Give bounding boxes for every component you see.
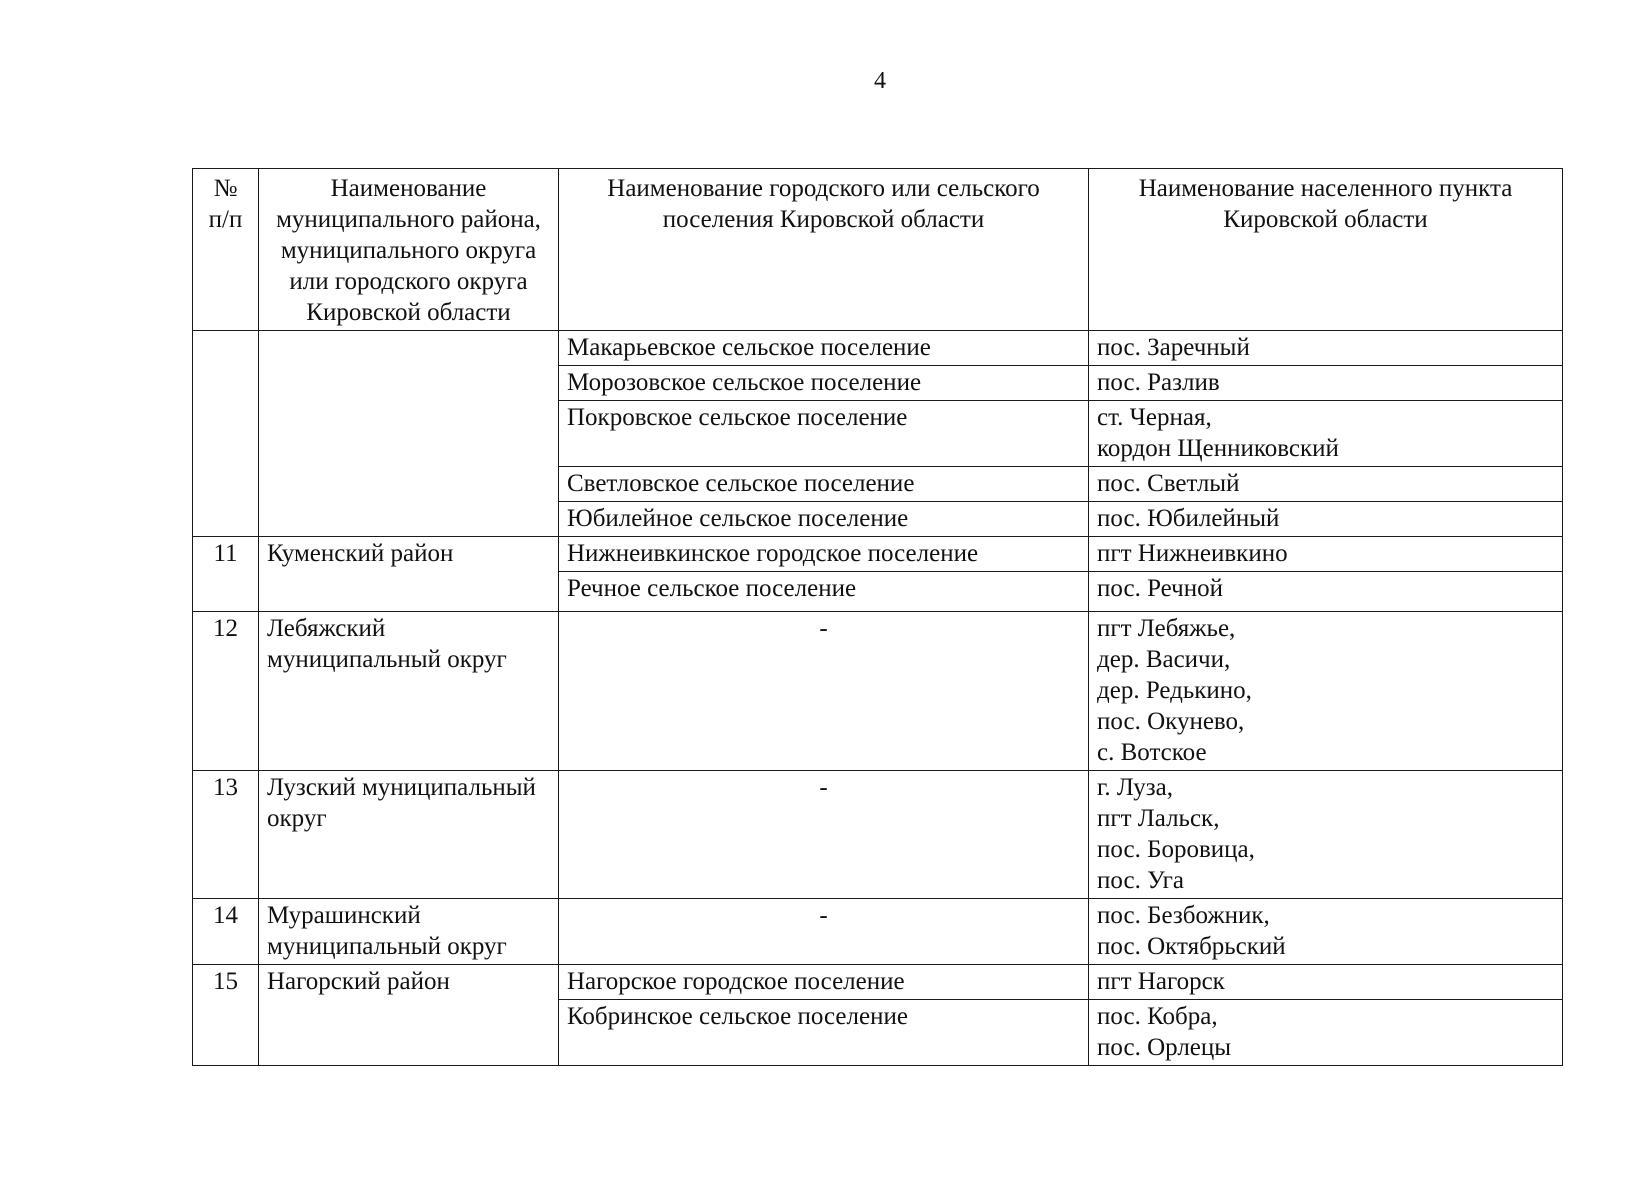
row-num: 11 bbox=[193, 537, 259, 612]
row-locality bbox=[1089, 965, 1563, 1000]
row-locality bbox=[1089, 771, 1563, 899]
row-locality bbox=[1089, 331, 1563, 366]
locality-line: пос. Кобра, bbox=[1097, 1003, 1218, 1030]
row-locality bbox=[1089, 572, 1563, 612]
locality-line: пос. Речной bbox=[1097, 575, 1223, 602]
row-district: Лебяжский муниципальный округ bbox=[259, 612, 559, 771]
row-district: Лузский муниципальный округ bbox=[259, 771, 559, 899]
row-district: Куменский район bbox=[259, 537, 559, 612]
locality-line: кордон Щенниковский bbox=[1097, 435, 1339, 462]
header-locality: Наименование населенного пункта Кировской области bbox=[1089, 169, 1563, 331]
row-locality bbox=[1089, 899, 1563, 965]
locality-line: пос. Уга bbox=[1097, 867, 1184, 894]
table-row bbox=[193, 771, 1563, 899]
row-district: Мурашинский муниципальный округ bbox=[259, 899, 559, 965]
row-num: 13 bbox=[193, 771, 259, 899]
settlements-table bbox=[192, 168, 1563, 1066]
row-settlement: Макарьевское сельское поселение bbox=[559, 331, 1089, 366]
locality-line: дер. Васичи, bbox=[1097, 646, 1231, 673]
header-district: Наименование муниципального района, муниципального округа или городского округа Кировской области bbox=[259, 169, 559, 331]
locality-line: пос. Орлецы bbox=[1097, 1034, 1232, 1061]
table-row bbox=[193, 899, 1563, 965]
row-settlement: Кобринское сельское поселение bbox=[559, 1000, 1089, 1066]
row-settlement: Речное сельское поселение bbox=[559, 572, 1089, 612]
row-settlement: - bbox=[559, 771, 1089, 899]
locality-line: г. Луза, bbox=[1097, 774, 1173, 801]
locality-line: пос. Юбилейный bbox=[1097, 505, 1280, 532]
row-num: 15 bbox=[193, 965, 259, 1066]
locality-line: пгт Лебяжье, bbox=[1097, 615, 1236, 642]
row-locality bbox=[1089, 366, 1563, 401]
row-num: 14 bbox=[193, 899, 259, 965]
locality-line: пос. Разлив bbox=[1097, 369, 1220, 396]
row-settlement: - bbox=[559, 612, 1089, 771]
row-locality bbox=[1089, 537, 1563, 572]
row-settlement: Нагорское городское поселение bbox=[559, 965, 1089, 1000]
locality-line: пос. Заречный bbox=[1097, 334, 1250, 361]
header-num: № п/п bbox=[193, 169, 259, 331]
row-settlement: Светловское сельское поселение bbox=[559, 467, 1089, 502]
row-district: Нагорский район bbox=[259, 965, 559, 1066]
locality-line: пос. Боровица, bbox=[1097, 836, 1255, 863]
header-settlement: Наименование городского или сельского поселения Кировской области bbox=[559, 169, 1089, 331]
locality-line: дер. Редькино, bbox=[1097, 677, 1252, 704]
row-locality bbox=[1089, 612, 1563, 771]
table-header-row bbox=[193, 169, 1563, 331]
locality-line: пос. Светлый bbox=[1097, 470, 1240, 497]
row-locality bbox=[1089, 1000, 1563, 1066]
row-locality bbox=[1089, 502, 1563, 537]
locality-line: с. Вотское bbox=[1097, 739, 1207, 766]
row-district bbox=[259, 331, 559, 537]
locality-line: пос. Безбожник, bbox=[1097, 902, 1270, 929]
row-locality bbox=[1089, 401, 1563, 467]
locality-line: пгт Лальск, bbox=[1097, 805, 1220, 832]
table-row bbox=[193, 965, 1563, 1000]
row-num bbox=[193, 331, 259, 537]
row-settlement: Морозовское сельское поселение bbox=[559, 366, 1089, 401]
locality-line: пгт Нижнеивкино bbox=[1097, 540, 1288, 567]
locality-line: ст. Черная, bbox=[1097, 404, 1212, 431]
row-settlement: - bbox=[559, 899, 1089, 965]
table-row bbox=[193, 612, 1563, 771]
locality-line: пос. Октябрьский bbox=[1097, 933, 1286, 960]
row-settlement: Юбилейное сельское поселение bbox=[559, 502, 1089, 537]
row-settlement: Покровское сельское поселение bbox=[559, 401, 1089, 467]
table-row bbox=[193, 537, 1563, 572]
row-num: 12 bbox=[193, 612, 259, 771]
page-number: 4 bbox=[874, 68, 886, 94]
table-row bbox=[193, 331, 1563, 366]
locality-line: пгт Нагорск bbox=[1097, 968, 1225, 995]
row-locality bbox=[1089, 467, 1563, 502]
row-settlement: Нижнеивкинское городское поселение bbox=[559, 537, 1089, 572]
locality-line: пос. Окунево, bbox=[1097, 708, 1245, 735]
